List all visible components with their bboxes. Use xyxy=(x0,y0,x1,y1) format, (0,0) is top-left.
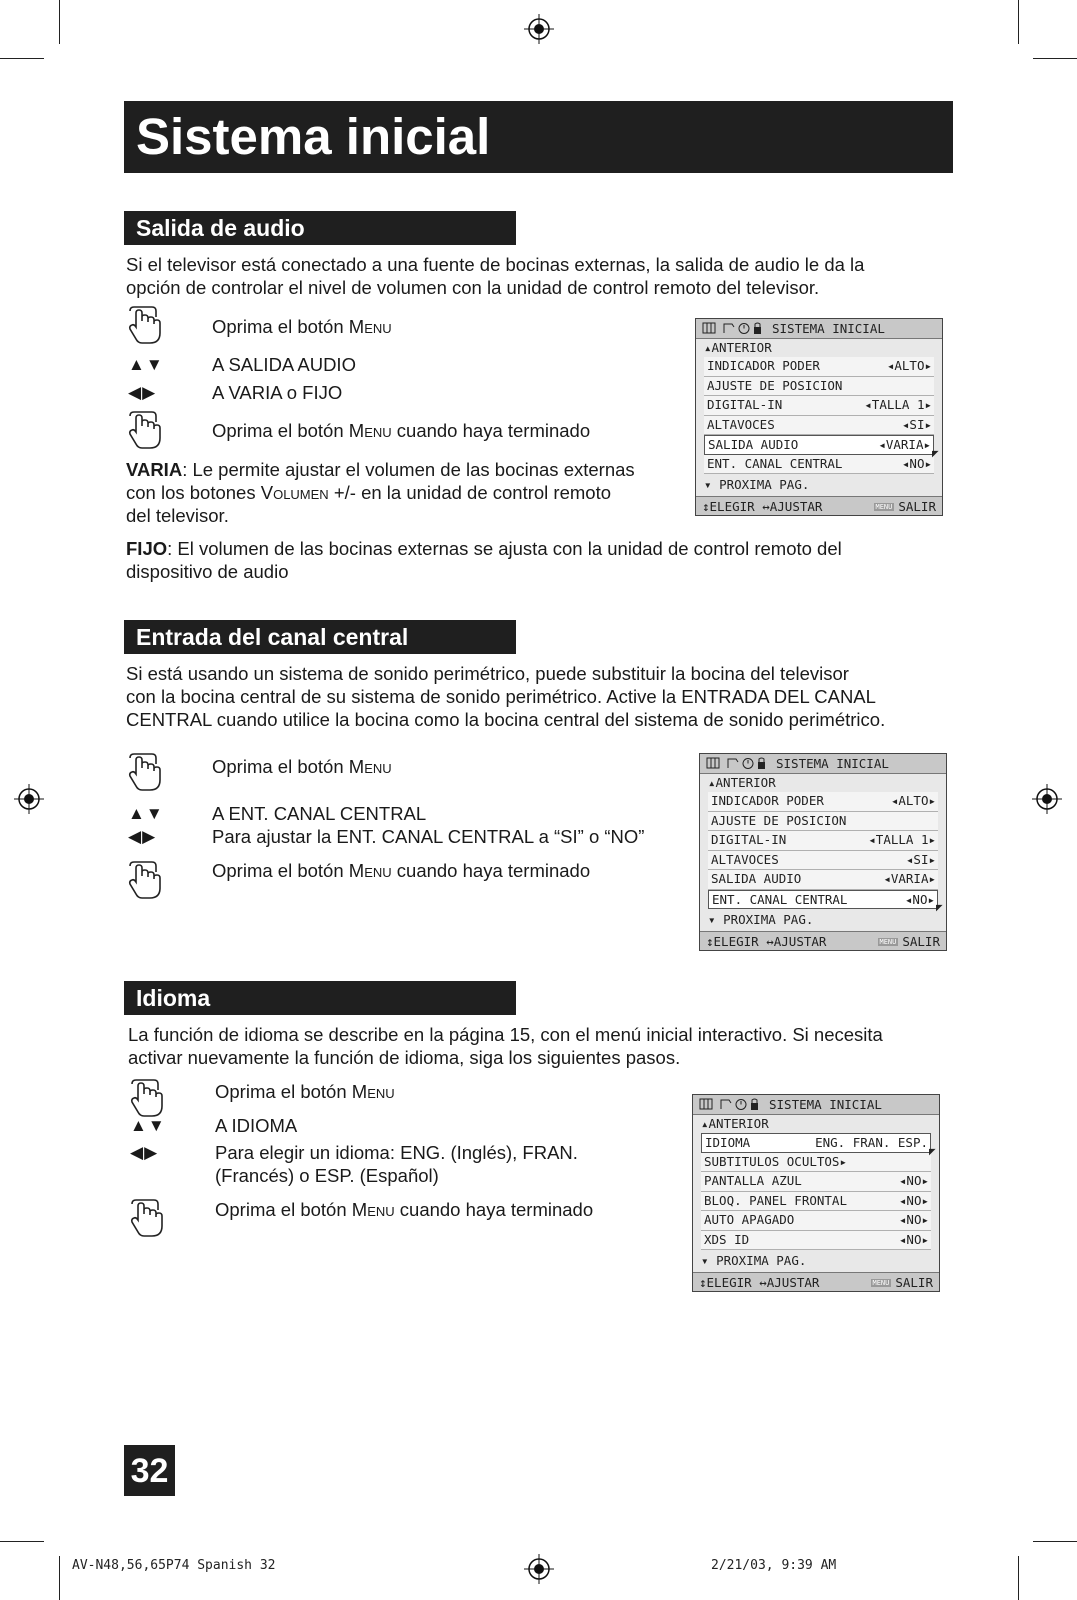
fijo-description xyxy=(126,537,842,583)
idioma-intro xyxy=(128,1023,883,1069)
osd-row-value: ◂TALLA 1▸ xyxy=(864,397,932,412)
varia-text: del televisor. xyxy=(126,505,229,526)
osd-salir: SALIR xyxy=(902,934,940,949)
osd-row-label: AUTO APAGADO xyxy=(704,1212,795,1227)
cursor-icon: ◤ xyxy=(929,1145,936,1158)
crop-mark xyxy=(1033,1541,1077,1542)
osd-tab-icons xyxy=(702,322,764,335)
osd-title: SISTEMA INICIAL xyxy=(769,1097,882,1112)
step-text: Oprima el botón M xyxy=(212,316,365,337)
step-text: Oprima el botón M xyxy=(215,1199,368,1220)
registration-mark-icon xyxy=(524,1554,554,1584)
osd-row xyxy=(704,377,934,397)
central-intro-line: Si está usando un sistema de sonido perimétrico, puede substituir la bocina del televisor xyxy=(126,663,849,684)
menu-key-label: enu xyxy=(364,420,392,441)
menu-hand-icon xyxy=(126,410,162,450)
fijo-text: : El volumen de las bocinas externas se ajusta con la unidad de control remoto del xyxy=(167,538,842,559)
print-footer-left: AV-N48,56,65P74 Spanish 32 xyxy=(72,1558,276,1573)
central-step-3: Para ajustar la ENT. CANAL CENTRAL a “SI” o “NO” xyxy=(212,826,645,847)
registration-mark-icon xyxy=(524,14,554,44)
cursor-icon: ◤ xyxy=(932,447,939,460)
osd-anterior: ▴ANTERIOR xyxy=(704,340,772,355)
osd-row-label: ENT. CANAL CENTRAL xyxy=(707,455,843,471)
varia-text: +/- en la unidad de control remoto xyxy=(328,482,611,503)
print-footer-right: 2/21/03, 9:39 AM xyxy=(711,1558,837,1573)
varia-term: VARIA xyxy=(126,459,183,480)
osd-row-value: ◂NO▸ xyxy=(901,455,932,471)
osd-tab-icons xyxy=(699,1098,761,1111)
osd-salir: SALIR xyxy=(895,1275,933,1290)
osd-row xyxy=(704,455,934,475)
osd-row-label: SUBTITULOS OCULTOS▸ xyxy=(704,1153,847,1169)
idioma-step-4 xyxy=(215,1198,593,1221)
osd-row-value: ◂NO▸ xyxy=(898,1192,929,1208)
fijo-term: FIJO xyxy=(126,538,168,559)
osd-elegir: ELEGIR xyxy=(706,1275,752,1290)
audio-step-1 xyxy=(212,315,392,338)
osd-anterior: ▴ANTERIOR xyxy=(708,775,776,790)
left-right-arrows-icon: ◀▶ xyxy=(130,1143,159,1162)
menu-key-label: enu xyxy=(364,316,392,337)
osd-row-value: ◂NO▸ xyxy=(898,1231,929,1247)
osd-tab-icons xyxy=(706,757,768,770)
fijo-text: dispositivo de audio xyxy=(126,561,289,582)
osd-anterior: ▴ANTERIOR xyxy=(701,1116,769,1131)
menu-hand-icon xyxy=(128,1198,164,1238)
idioma-intro-line: activar nuevamente la función de idioma, siga los siguientes pasos. xyxy=(128,1047,681,1068)
osd-footer: ↕ELEGIR ↔AJUSTAR MENU SALIR xyxy=(700,931,946,950)
osd-next-label: PROXIMA PAG. xyxy=(719,477,810,492)
osd-title: SISTEMA INICIAL xyxy=(772,321,885,336)
varia-text: con los botones V xyxy=(126,482,274,503)
osd-next-label: PROXIMA PAG. xyxy=(723,912,814,927)
osd-row-selected xyxy=(704,435,934,455)
audio-step-3: A VARIA o FIJO xyxy=(212,382,343,403)
osd-row-value: ◂VARIA▸ xyxy=(878,437,931,452)
volume-key-label: olumen xyxy=(273,482,329,503)
osd-row-label: ALTAVOCES xyxy=(707,416,775,432)
osd-elegir: ELEGIR xyxy=(713,934,759,949)
osd-row-label: DIGITAL-IN xyxy=(707,397,783,412)
idioma-intro-line: La función de idioma se describe en la página 15, con el menú inicial interactivo. Si necesita xyxy=(128,1024,883,1045)
osd-row-label: AJUSTE DE POSICION xyxy=(711,812,847,828)
osd-row-selected xyxy=(701,1133,931,1153)
crop-mark xyxy=(0,58,44,59)
osd-row xyxy=(704,396,934,416)
central-intro-line: con la bocina central de su sistema de sonido perimétrico. Active la ENTRADA DEL CANAL xyxy=(126,686,876,707)
idioma-step-1 xyxy=(215,1080,395,1103)
osd-row-label: XDS ID xyxy=(704,1231,750,1247)
varia-text: : Le permite ajustar el volumen de las bocinas externas xyxy=(182,459,635,480)
osd-row-label: ALTAVOCES xyxy=(711,851,779,867)
crop-mark xyxy=(0,1541,44,1542)
step-text: Oprima el botón M xyxy=(212,420,365,441)
osd-row-value: ◂SI▸ xyxy=(905,851,936,867)
osd-menu-idioma xyxy=(692,1094,940,1292)
osd-row-value: ◂VARIA▸ xyxy=(883,871,936,886)
section-heading-central: Entrada del canal central xyxy=(124,620,516,654)
osd-row-label: AJUSTE DE POSICION xyxy=(707,377,843,393)
osd-row-label: DIGITAL-IN xyxy=(711,832,787,847)
audio-step-2: A SALIDA AUDIO xyxy=(212,354,356,375)
osd-row-value: ◂NO▸ xyxy=(904,891,935,907)
menu-hand-icon xyxy=(128,1078,164,1118)
osd-menu-tag: MENU xyxy=(875,503,893,511)
osd-row-value: ◂NO▸ xyxy=(898,1173,929,1188)
osd-header xyxy=(700,754,946,774)
osd-row-label: INDICADOR PODER xyxy=(707,358,820,373)
osd-row xyxy=(704,416,934,436)
menu-key-label: enu xyxy=(367,1199,395,1220)
crop-mark xyxy=(1033,58,1077,59)
osd-row xyxy=(708,812,938,832)
step-text: Oprima el botón M xyxy=(212,756,365,777)
osd-row-value: ◂SI▸ xyxy=(901,416,932,432)
osd-elegir: ELEGIR xyxy=(709,499,755,514)
idioma-step-2: A IDIOMA xyxy=(215,1115,298,1136)
osd-row-label: BLOQ. PANEL FRONTAL xyxy=(704,1192,847,1208)
menu-key-label: enu xyxy=(364,756,392,777)
osd-anterior-label: ANTERIOR xyxy=(711,340,772,355)
osd-row-label: PANTALLA AZUL xyxy=(704,1173,802,1188)
osd-menu-audio xyxy=(695,318,943,516)
osd-row-label: ENT. CANAL CENTRAL xyxy=(712,891,848,907)
step-text: cuando haya terminado xyxy=(391,420,591,441)
step-text: cuando haya terminado xyxy=(394,1199,594,1220)
osd-row xyxy=(701,1192,931,1212)
audio-intro-line: opción de controlar el nivel de volumen con la unidad de control remoto del televisor. xyxy=(126,277,820,298)
central-step-1 xyxy=(212,755,392,778)
cursor-icon: ◤ xyxy=(936,901,943,914)
menu-key-label: enu xyxy=(364,860,392,881)
menu-key-label: enu xyxy=(367,1081,395,1102)
osd-row xyxy=(708,792,938,812)
osd-row xyxy=(708,851,938,871)
menu-hand-icon xyxy=(126,305,162,345)
osd-row-label: IDIOMA xyxy=(705,1135,751,1150)
left-right-arrows-icon: ◀▶ xyxy=(128,827,157,846)
osd-row-value: ENG. FRAN. ESP. xyxy=(815,1135,928,1150)
osd-row xyxy=(708,870,938,890)
registration-mark-icon xyxy=(14,784,44,814)
section-heading-idioma: Idioma xyxy=(124,981,516,1015)
osd-row-value: ◂ALTO▸ xyxy=(886,358,932,373)
osd-row-label: INDICADOR PODER xyxy=(711,793,824,808)
registration-mark-icon xyxy=(1032,784,1062,814)
osd-row xyxy=(701,1153,931,1173)
varia-description xyxy=(126,458,635,527)
osd-next-page: ▾ PROXIMA PAG. xyxy=(708,912,814,927)
audio-step-4 xyxy=(212,419,590,442)
osd-header xyxy=(696,319,942,339)
osd-header xyxy=(693,1095,939,1115)
osd-row xyxy=(701,1172,931,1192)
osd-menu-tag: MENU xyxy=(872,1279,890,1287)
menu-hand-icon xyxy=(126,752,162,792)
left-right-arrows-icon: ◀▶ xyxy=(128,383,157,402)
idioma-step-3a: Para elegir un idioma: ENG. (Inglés), FRAN. xyxy=(215,1142,578,1163)
osd-footer: ↕ELEGIR ↔AJUSTAR MENU SALIR xyxy=(696,496,942,515)
step-text: Oprima el botón M xyxy=(212,860,365,881)
section-heading-audio: Salida de audio xyxy=(124,211,516,245)
osd-ajustar: AJUSTAR xyxy=(773,934,827,949)
audio-intro xyxy=(126,253,864,299)
up-down-arrows-icon: ▲▼ xyxy=(128,355,164,374)
osd-row-label: SALIDA AUDIO xyxy=(711,871,802,886)
osd-title: SISTEMA INICIAL xyxy=(776,756,889,771)
osd-salir: SALIR xyxy=(898,499,936,514)
osd-row xyxy=(708,831,938,851)
page-title: Sistema inicial xyxy=(124,101,953,173)
step-text: cuando haya terminado xyxy=(391,860,591,881)
page-number: 32 xyxy=(124,1445,175,1496)
central-step-2: A ENT. CANAL CENTRAL xyxy=(212,803,427,824)
crop-mark xyxy=(59,0,60,44)
osd-next-page: ▾ PROXIMA PAG. xyxy=(704,477,810,492)
menu-hand-icon xyxy=(126,860,162,900)
crop-mark xyxy=(1018,0,1019,44)
central-step-4 xyxy=(212,859,590,882)
audio-intro-line: Si el televisor está conectado a una fuente de bocinas externas, la salida de audio le da la xyxy=(126,254,865,275)
osd-row-label: SALIDA AUDIO xyxy=(708,437,799,452)
osd-next-label: PROXIMA PAG. xyxy=(716,1253,807,1268)
osd-row-value: ◂ALTO▸ xyxy=(890,793,936,808)
idioma-step-3b: (Francés) o ESP. (Español) xyxy=(215,1165,439,1186)
osd-row-value: ◂TALLA 1▸ xyxy=(868,832,936,847)
osd-anterior-label: ANTERIOR xyxy=(708,1116,769,1131)
osd-ajustar: AJUSTAR xyxy=(766,1275,820,1290)
osd-next-page: ▾ PROXIMA PAG. xyxy=(701,1253,807,1268)
central-intro-line: CENTRAL cuando utilice la bocina como la bocina central del sistema de sonido perimétrico. xyxy=(126,709,886,730)
central-intro xyxy=(126,662,885,731)
osd-row xyxy=(704,357,934,377)
osd-ajustar: AJUSTAR xyxy=(769,499,823,514)
osd-menu-central xyxy=(699,753,947,951)
osd-row xyxy=(701,1211,931,1231)
crop-mark xyxy=(1018,1556,1019,1600)
up-down-arrows-icon: ▲▼ xyxy=(130,1116,166,1135)
step-text: Oprima el botón M xyxy=(215,1081,368,1102)
osd-row xyxy=(701,1231,931,1251)
osd-row-value: ◂NO▸ xyxy=(898,1212,929,1227)
crop-mark xyxy=(59,1556,60,1600)
osd-menu-tag: MENU xyxy=(879,938,897,946)
up-down-arrows-icon: ▲▼ xyxy=(128,804,164,823)
osd-anterior-label: ANTERIOR xyxy=(715,775,776,790)
osd-row-selected xyxy=(708,890,938,910)
osd-footer: ↕ELEGIR ↔AJUSTAR MENU SALIR xyxy=(693,1272,939,1291)
